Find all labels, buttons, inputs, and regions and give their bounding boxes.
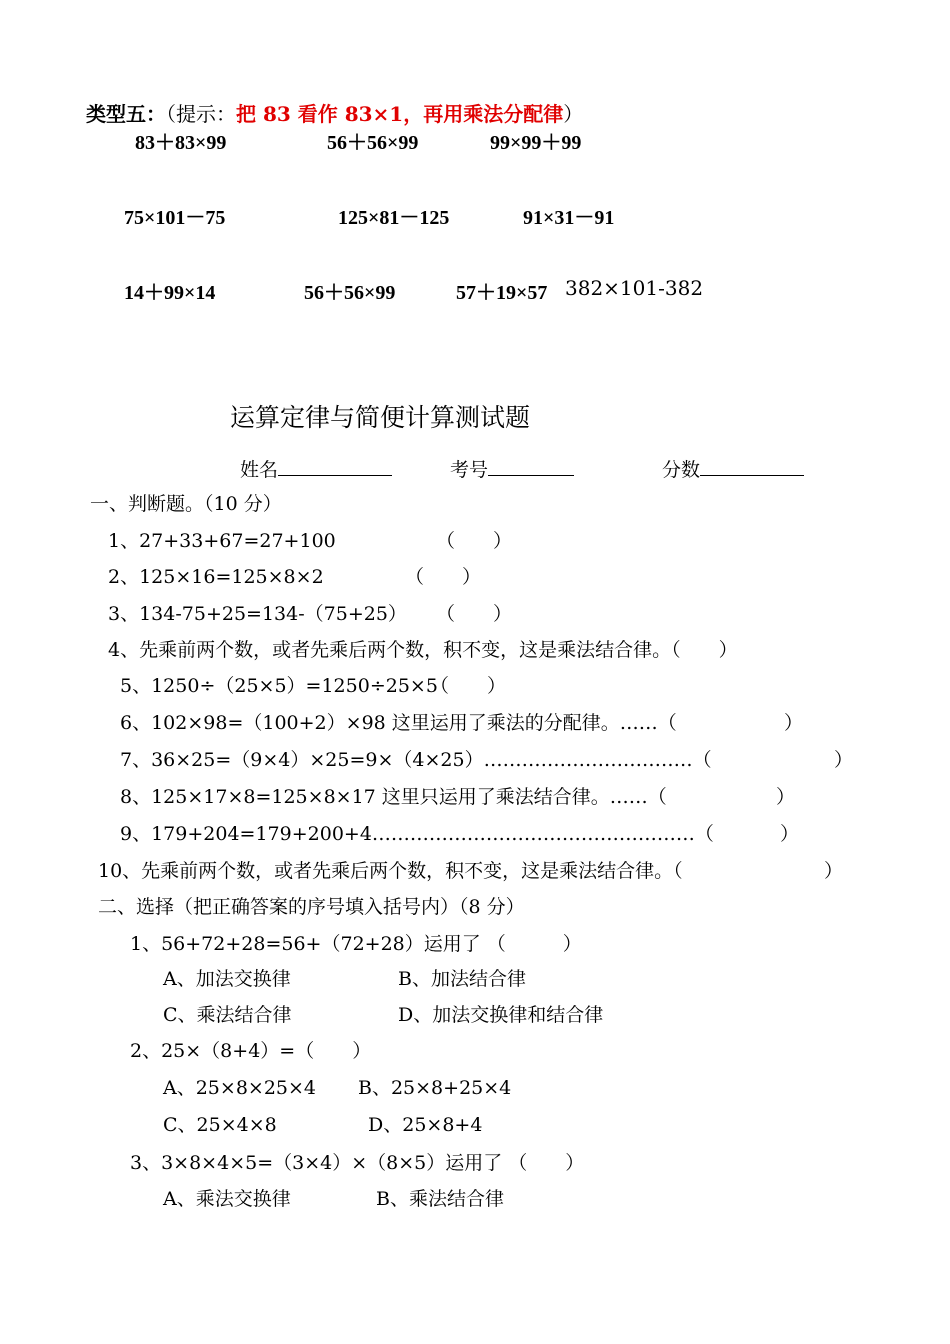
expr-3-1: 14＋99×14 <box>124 282 216 304</box>
expr-3-2: 56＋56×99 <box>304 282 396 304</box>
hint-text: 把 83 看作 83×1，再用乘法分配律 <box>236 102 564 126</box>
choice-q2-a[interactable]: A、25×8×25×4 <box>163 1077 317 1099</box>
expr-2-1: 75×101－75 <box>124 207 226 229</box>
section2-heading: 二、选择（把正确答案的序号填入括号内）（8 分） <box>98 896 525 918</box>
expr-1-3: 99×99＋99 <box>490 132 582 154</box>
judge-answer-6[interactable]: ） <box>784 712 804 734</box>
choice-q1-b[interactable]: B、加法结合律 <box>398 968 526 990</box>
exam-no-field[interactable] <box>450 455 574 482</box>
choice-q3-stem: 3、3×8×4×5=（3×4）×（8×5）运用了 （ ） <box>130 1152 585 1174</box>
judge-answer-10[interactable]: ） <box>824 860 844 882</box>
judge-answer-1[interactable]: （ ） <box>436 530 513 552</box>
judge-item-7: 7、36×25=（9×4）×25=9×（4×25）……………………………（ <box>120 749 712 771</box>
expr-1-1: 83＋83×99 <box>135 132 227 154</box>
choice-q3-b[interactable]: B、乘法结合律 <box>376 1188 504 1210</box>
judge-answer-8[interactable]: ） <box>776 786 796 808</box>
expr-2-2: 125×81－125 <box>338 207 450 229</box>
judge-answer-9[interactable]: ） <box>780 823 800 845</box>
judge-item-1: 1、27+33+67=27+100 <box>108 530 336 552</box>
judge-item-2: 2、125×16=125×8×2 <box>108 566 324 588</box>
hint-close: ） <box>563 102 584 126</box>
choice-q2-c[interactable]: C、25×4×8 <box>163 1114 277 1136</box>
hint-open: （提示： <box>166 102 236 126</box>
exam-no-label: 考号 <box>450 459 489 481</box>
type5-label: 类型五： <box>86 104 166 126</box>
judge-item-10: 10、先乘前两个数，或者先乘后两个数，积不变，这是乘法结合律。（ <box>98 860 683 882</box>
judge-answer-2[interactable]: （ ） <box>405 566 482 588</box>
choice-q2-stem: 2、25×（8+4）=（ ） <box>130 1040 372 1062</box>
name-label: 姓名 <box>240 459 279 481</box>
expr-1-2: 56＋56×99 <box>327 132 419 154</box>
expr-2-3: 91×31－91 <box>523 207 615 229</box>
choice-q1-c[interactable]: C、乘法结合律 <box>163 1004 292 1026</box>
judge-answer-7[interactable]: ） <box>834 749 854 771</box>
expr-3-4: 382×101-382 <box>565 276 704 300</box>
judge-item-6: 6、102×98=（100+2）×98 这里运用了乘法的分配律。……（ <box>120 712 677 734</box>
choice-q3-a[interactable]: A、乘法交换律 <box>163 1188 291 1210</box>
judge-item-3: 3、134-75+25=134-（75+25） <box>108 603 407 625</box>
judge-answer-5[interactable]: （ ） <box>430 675 507 697</box>
name-blank[interactable] <box>278 457 392 476</box>
choice-q2-d[interactable]: D、25×8+4 <box>368 1114 483 1136</box>
exam-no-blank[interactable] <box>488 457 574 476</box>
choice-q1-a[interactable]: A、加法交换律 <box>163 968 291 990</box>
score-label: 分数 <box>662 459 701 481</box>
judge-item-9: 9、179+204=179+200+4……………………………………………（ <box>120 823 714 845</box>
choice-q1-stem: 1、56+72+28=56+（72+28）运用了 （ ） <box>130 933 582 955</box>
name-field[interactable] <box>240 455 392 482</box>
judge-item-5: 5、1250÷（25×5）=1250÷25×5 <box>120 675 438 697</box>
section1-heading: 一、判断题。（10 分） <box>90 493 282 515</box>
judge-item-8: 8、125×17×8=125×8×17 这里只运用了乘法结合律。……（ <box>120 786 667 808</box>
score-field[interactable] <box>662 455 804 482</box>
expr-3-3: 57＋19×57 <box>456 282 548 304</box>
judge-item-4[interactable]: 4、先乘前两个数，或者先乘后两个数，积不变，这是乘法结合律。（ ） <box>108 639 738 661</box>
score-blank[interactable] <box>700 457 804 476</box>
type5-heading <box>86 98 583 127</box>
choice-q1-d[interactable]: D、加法交换律和结合律 <box>398 1004 604 1026</box>
choice-q2-b[interactable]: B、25×8+25×4 <box>358 1077 512 1099</box>
judge-answer-3[interactable]: （ ） <box>436 603 513 625</box>
page-title: 运算定律与简便计算测试题 <box>230 403 531 432</box>
